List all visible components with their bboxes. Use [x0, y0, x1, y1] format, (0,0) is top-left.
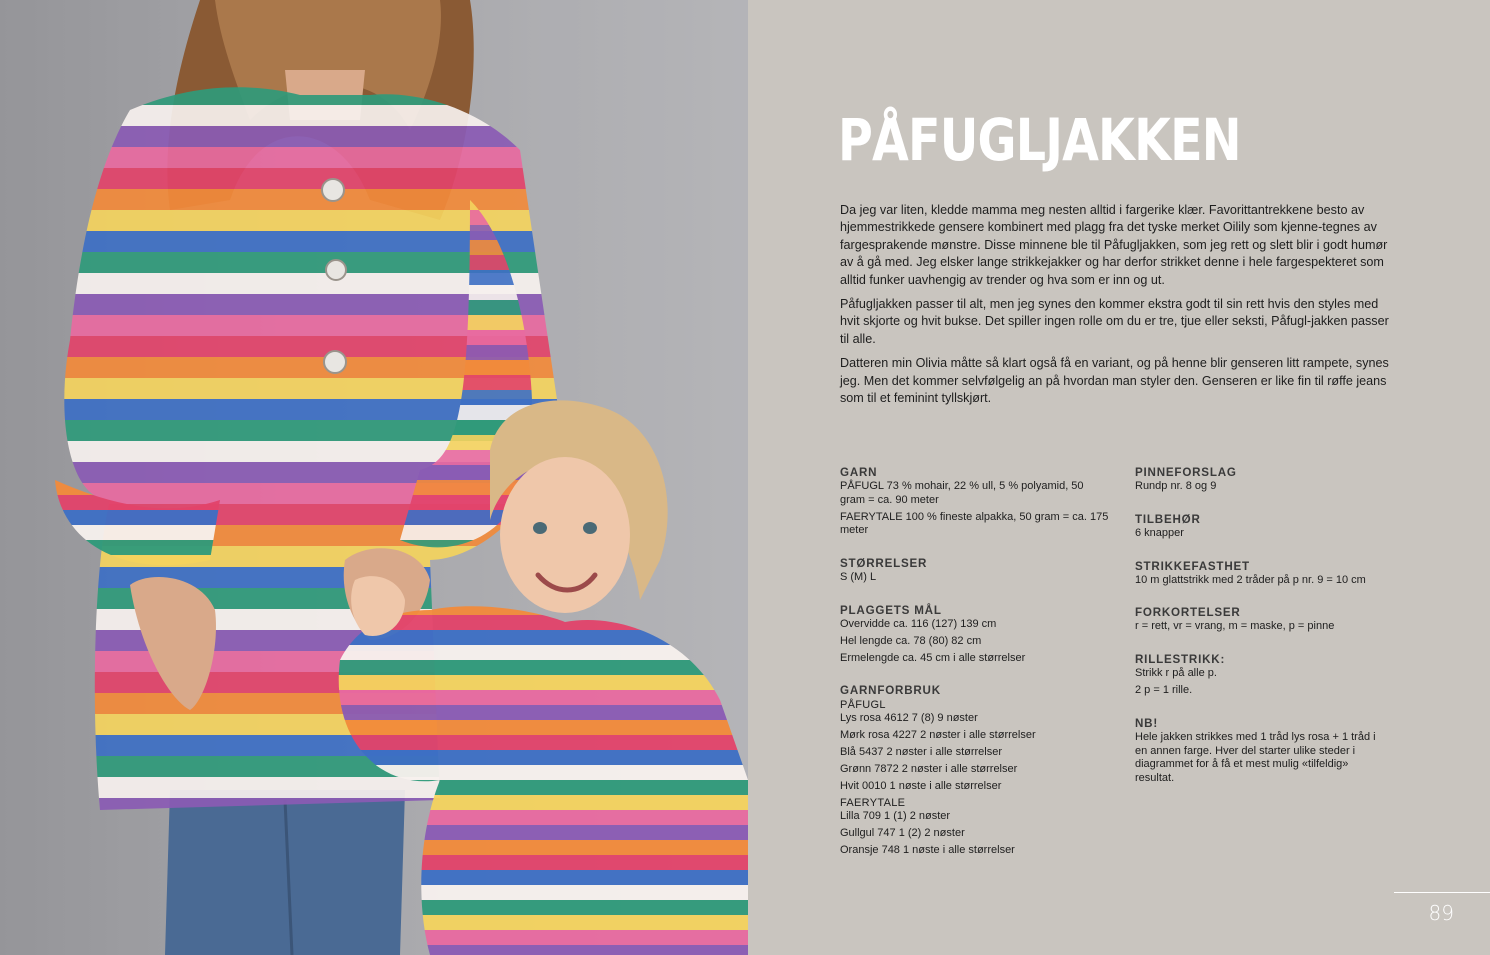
section-line: Ermelengde ca. 45 cm i alle størrelser [840, 651, 1026, 664]
section-heading: FORKORTELSER [1135, 606, 1241, 620]
section-nb [1135, 717, 1405, 786]
section-line: Lilla 709 1 (1) 2 nøster [840, 810, 951, 823]
section-line: Grønn 7872 2 nøster i alle størrelser [840, 762, 1018, 775]
section-line: Lys rosa 4612 7 (8) 9 nøster [840, 712, 978, 725]
intro-paragraph: Da jeg var liten, kledde mamma meg nesten alltid i fargerike klær. Favorittantrekkene besto av hjemmestrikkede gensere kombinert med plagg fra det tyske merket Oilily som kjenne-tegnes av fargesprakende mønstre. Disse minnene ble til Påfugljakken, som jeg rett og slett blir i godt humør av å gå med. Jeg elsker lange strikkejakker og har derfor strikket denne i hele fargespekteret som alltid funker uavhengig av trender og hva som er inn og ut. [840, 203, 1388, 287]
section-heading: PLAGGETS MÅL [840, 603, 942, 617]
page-title: PÅFUGLJAKKEN [838, 106, 1241, 174]
section-heading: GARNFORBRUK [840, 684, 941, 698]
intro-text [840, 202, 1396, 414]
section-line: Oransje 748 1 nøste i alle størrelser [840, 843, 1015, 856]
section-line: r = rett, vr = vrang, m = maske, p = pinne [1135, 620, 1335, 633]
section-line: FAERYTALE 100 % fineste alpakka, 50 gram = ca. 175 meter [840, 510, 1109, 537]
section-storrelser [840, 557, 1110, 585]
section-line: Hele jakken strikkes med 1 tråd lys rosa + 1 tråd i en annen farge. Hver del starter ulike steder i diagrammet for å få et mest mulig «tilfeldig» resultat. [1135, 730, 1376, 785]
section-heading: STRIKKEFASTHET [1135, 559, 1250, 573]
intro-paragraph: Påfugljakken passer til alt, men jeg synes den kommer ekstra godt til sin rett hvis den styles med hvit skjorte og hvit bukse. Det spiller ingen rolle om du er tre, tjue eller seksti, Påfugl-jakken passer til alle. [840, 297, 1389, 346]
section-garn [840, 466, 1110, 538]
section-heading: STØRRELSER [840, 557, 928, 571]
section-heading: PINNEFORSLAG [1135, 466, 1237, 479]
section-line: Hel lengde ca. 78 (80) 82 cm [840, 634, 982, 647]
section-heading: NB! [1135, 716, 1159, 730]
section-line: Hvit 0010 1 nøste i alle størrelser [840, 779, 1002, 792]
section-line: 6 knapper [1135, 526, 1184, 539]
section-line: Gullgul 747 1 (2) 2 nøster [840, 827, 965, 840]
yarn-subheading: PÅFUGL [840, 699, 886, 712]
section-forkortelser [1135, 606, 1405, 634]
section-heading: TILBEHØR [1135, 512, 1201, 526]
section-garnforbruk [840, 684, 1110, 857]
intro-paragraph: Datteren min Olivia måtte så klart også få en variant, og på henne blir genseren litt rampete, synes jeg. Men det kommer selvfølgelig an på hvordan man styler den. Genseren er like fin til røffe jeans som til et feminint tyllskjørt. [840, 356, 1389, 406]
section-line: S (M) L [840, 571, 877, 584]
spec-column-right [1135, 466, 1405, 805]
section-rillestrikk [1135, 653, 1405, 698]
section-line: PÅFUGL 73 % mohair, 22 % ull, 5 % polyamid, 50 gram = ca. 90 meter [840, 480, 1084, 506]
section-line: Overvidde ca. 116 (127) 139 cm [840, 617, 997, 630]
section-heading: GARN [840, 466, 878, 479]
section-line: 2 p = 1 rille. [1135, 683, 1193, 696]
section-line: 10 m glattstrikk med 2 tråder på p nr. 9 = 10 cm [1135, 573, 1366, 586]
section-heading: RILLESTRIKK: [1135, 653, 1226, 667]
section-line: Blå 5437 2 nøster i alle størrelser [840, 745, 1003, 758]
pattern-page [748, 0, 1490, 955]
section-line: Mørk rosa 4227 2 nøster i alle størrelser [840, 729, 1036, 742]
page-number: 89 [1428, 901, 1454, 925]
section-tilbehor [1135, 513, 1405, 541]
section-strikkefasthet [1135, 560, 1405, 588]
page-number-rule [1394, 892, 1490, 893]
section-line: Strikk r på alle p. [1135, 667, 1217, 680]
section-line: Rundp nr. 8 og 9 [1135, 480, 1217, 492]
section-pinneforslag [1135, 466, 1405, 494]
yarn-subheading: FAERYTALE [840, 797, 906, 810]
section-plaggets-mal [840, 604, 1110, 665]
spec-column-left [840, 466, 1110, 877]
